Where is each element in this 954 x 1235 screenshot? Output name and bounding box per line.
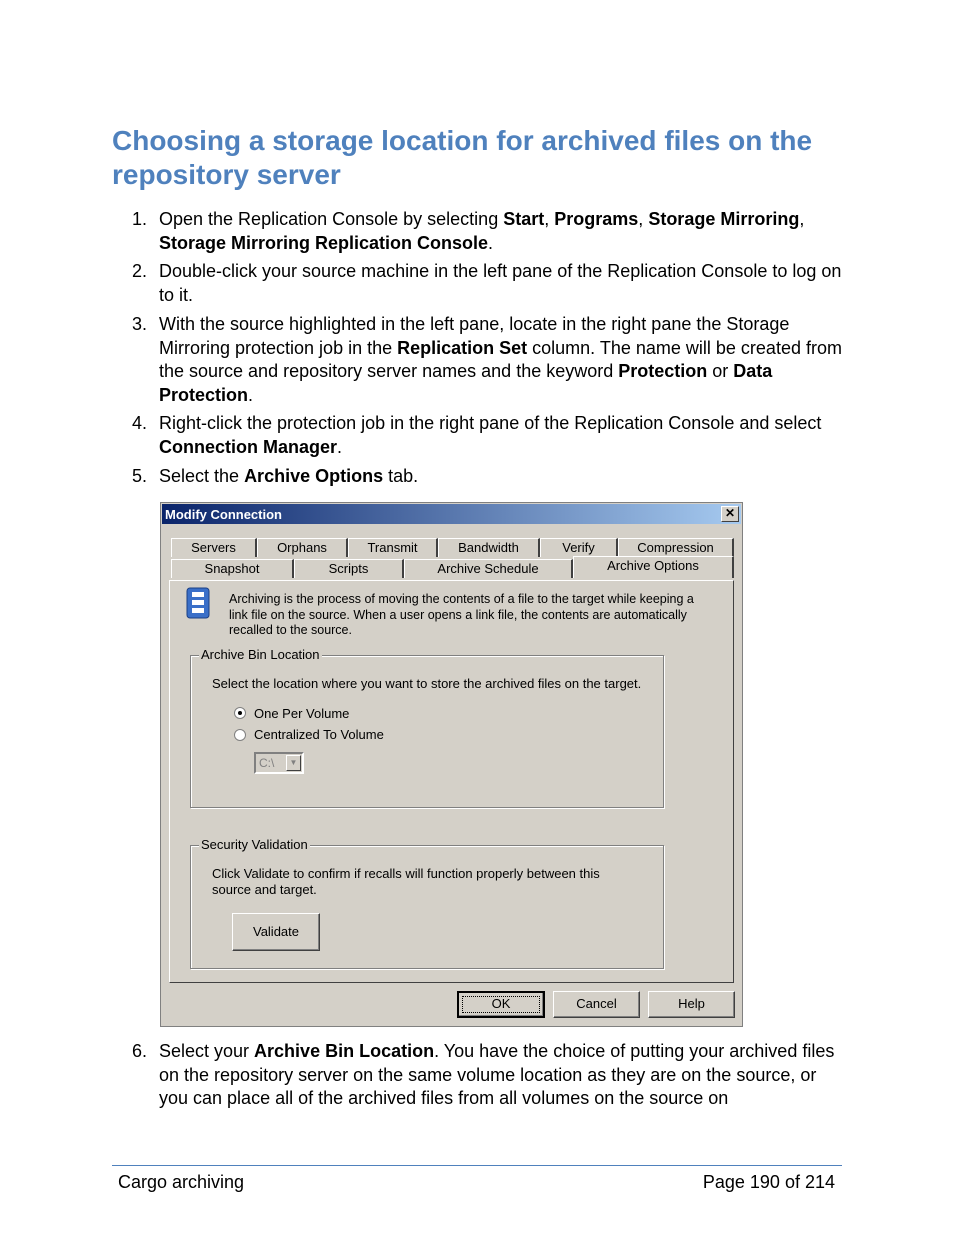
step-text: Right-click the protection job in the right pane of the Replication Console and select: [159, 413, 822, 433]
step-text: . You have the choice of putting your archived files on the repository server on the same volume location as they are on the source, or you can place all of the archived files from all volumes on the source on: [159, 1041, 835, 1108]
security-validation-text: Click Validate to confirm if recalls will function properly between this source and target.: [212, 866, 600, 897]
page-number: Page 190 of 214: [702, 1172, 835, 1192]
cancel-button[interactable]: Cancel: [553, 991, 640, 1018]
step-5: [132, 465, 844, 489]
step-number: 4.: [132, 413, 148, 433]
one-per-volume-radio[interactable]: [234, 707, 246, 719]
step-3: [132, 313, 844, 407]
bold-term: Start: [503, 209, 545, 229]
step-1: [132, 208, 844, 255]
footer-section-name: Cargo archiving: [118, 1172, 245, 1192]
step-4: [132, 412, 844, 459]
bold-term: Archive Options: [244, 466, 384, 486]
bold-term: Replication Set: [397, 337, 528, 358]
archive-info-text: Archiving is the process of moving the contents of a file to the target while keeping a link file on the source. When a user opens a link file, the contents are automatically recalled to the source.: [229, 592, 694, 637]
step-text: Select the: [159, 466, 245, 486]
tab-scripts[interactable]: Scripts: [294, 559, 404, 578]
dialog-title: Modify Connection: [165, 507, 282, 522]
step-text: or: [707, 361, 734, 381]
step-text: Open the Replication Console by selecting: [159, 209, 504, 229]
bold-term: Archive Bin Location: [254, 1041, 435, 1061]
bold-term: Connection Manager: [159, 436, 338, 457]
step-text: Double-click your source machine in the left pane of the Replication Console to log on to it.: [159, 261, 842, 305]
chevron-down-icon: ▼: [286, 755, 301, 771]
centralized-volume-radio[interactable]: [234, 729, 246, 741]
archive-info-icon: [184, 585, 214, 621]
group-legend: Security Validation: [201, 837, 308, 852]
tab-snapshot[interactable]: Snapshot: [171, 559, 294, 578]
tab-archive-options[interactable]: Archive Options: [573, 556, 734, 578]
step-text: ,: [544, 209, 555, 229]
step-text: ,: [638, 209, 649, 229]
group-legend: Archive Bin Location: [201, 647, 320, 662]
close-icon[interactable]: ✕: [721, 506, 739, 522]
step-text: Select your: [159, 1041, 255, 1061]
step-number: 2.: [132, 261, 148, 281]
step-number: 6.: [132, 1041, 148, 1061]
step-text: column. The name will be created from the source and repository server names and the keyword: [159, 337, 842, 381]
bold-term: Data Protection: [159, 361, 773, 405]
volume-select[interactable]: [254, 752, 304, 774]
one-per-volume-label[interactable]: One Per Volume: [254, 706, 350, 721]
section-heading: Choosing a storage location for archived files on the repository server: [112, 125, 813, 190]
step-6: [132, 1040, 844, 1111]
step-text: .: [248, 384, 254, 405]
step-text: tab.: [383, 466, 419, 486]
bold-term: Protection: [618, 361, 708, 381]
step-text: With the source highlighted in the left pane, locate in the right pane the Storage Mirroring protection job in the: [159, 314, 790, 358]
help-button[interactable]: Help: [648, 991, 735, 1018]
validate-button[interactable]: Validate: [232, 913, 320, 951]
step-number: 5.: [132, 466, 148, 486]
tab-archive-schedule[interactable]: Archive Schedule: [404, 559, 573, 578]
step-text: .: [337, 436, 343, 457]
ok-button[interactable]: [457, 991, 545, 1018]
bold-term: Programs: [554, 209, 639, 229]
archive-bin-prompt: Select the location where you want to store the archived files on the target.: [212, 676, 642, 691]
bold-term: Storage Mirroring: [648, 209, 800, 229]
footer-divider: [112, 1165, 842, 1166]
tab-verify[interactable]: Verify: [540, 538, 618, 557]
step-2: [132, 260, 844, 307]
tab-orphans[interactable]: Orphans: [257, 538, 348, 557]
volume-value: C:\: [259, 756, 275, 770]
dialog-titlebar: [162, 504, 741, 524]
step-number: 1.: [132, 209, 148, 229]
ok-label: OK: [491, 996, 511, 1011]
step-text: .: [488, 232, 494, 253]
step-text: ,: [799, 209, 805, 229]
centralized-volume-label[interactable]: Centralized To Volume: [254, 727, 384, 742]
tab-bandwidth[interactable]: Bandwidth: [438, 538, 540, 557]
bold-term: Storage Mirroring Replication Console: [159, 232, 489, 253]
step-number: 3.: [132, 314, 148, 334]
tab-transmit[interactable]: Transmit: [348, 538, 438, 557]
tab-compression[interactable]: Compression: [618, 538, 734, 557]
tab-servers[interactable]: Servers: [171, 538, 257, 557]
